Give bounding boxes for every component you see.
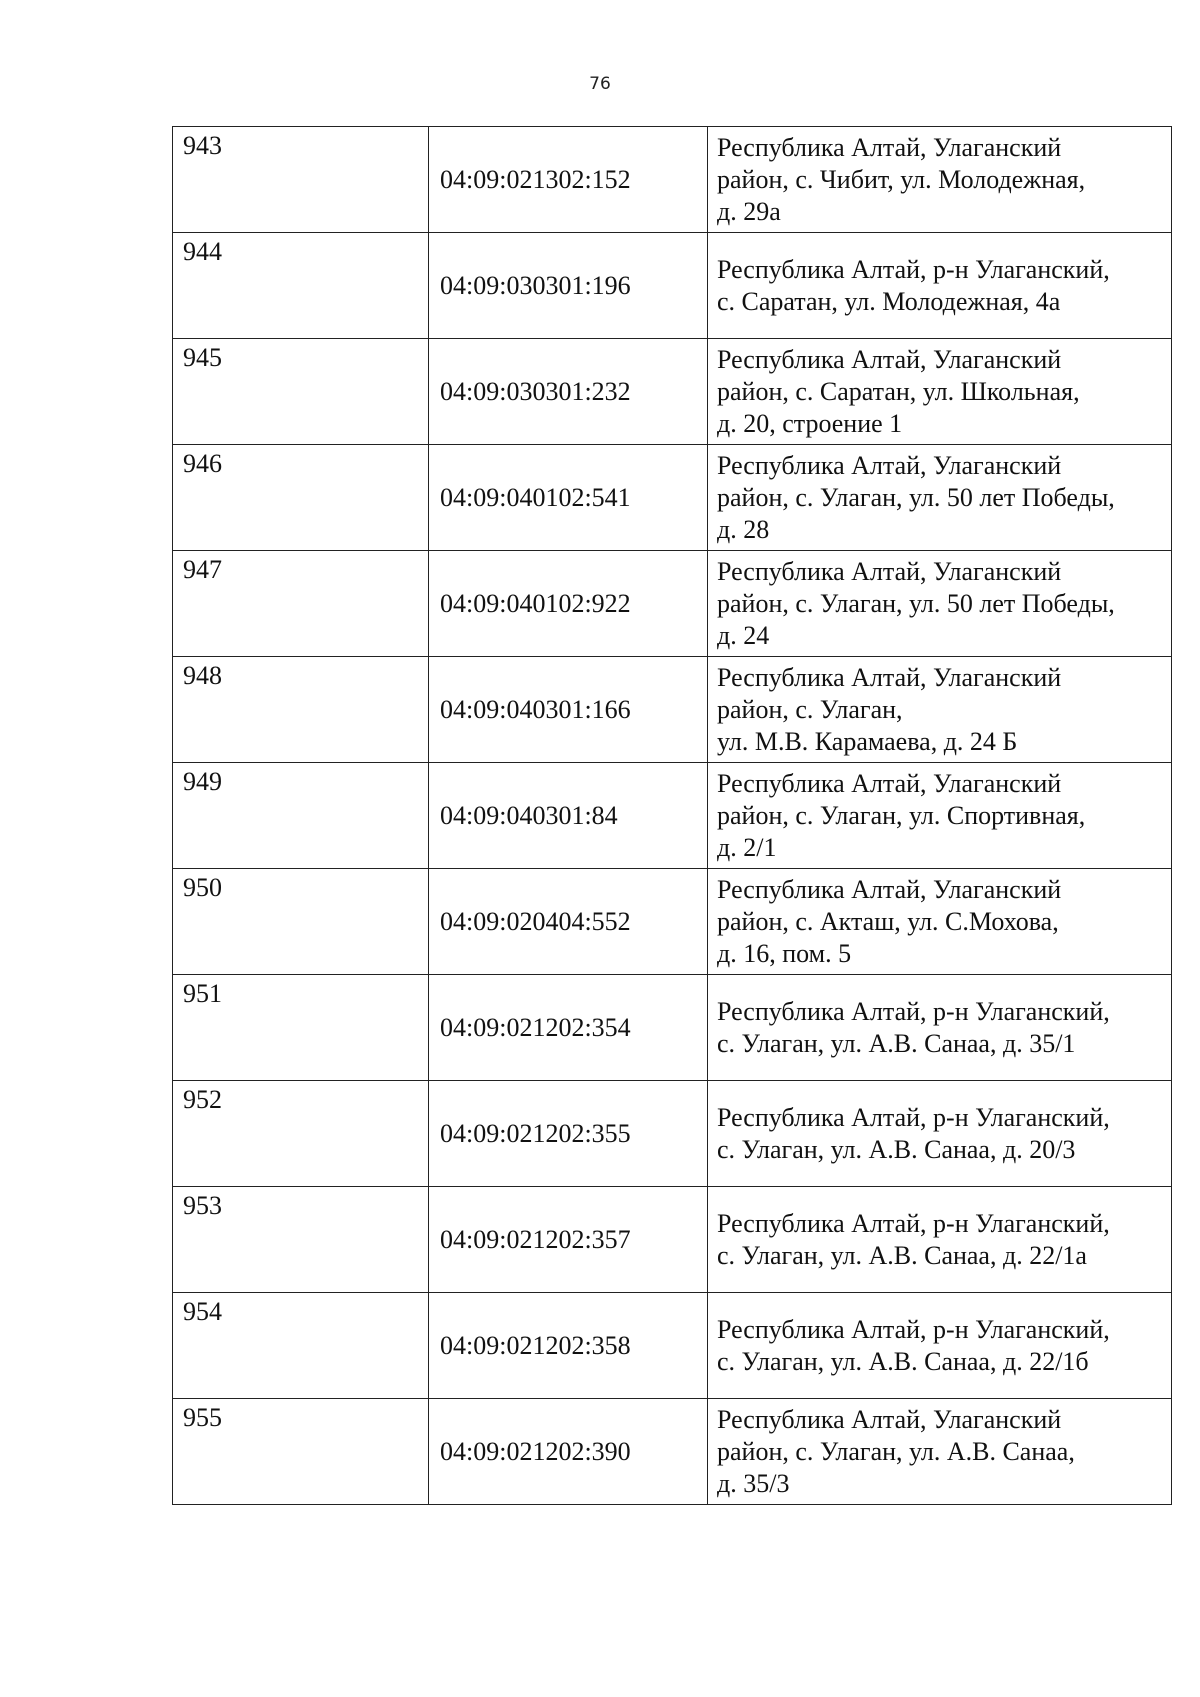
- cadastral-number: 04:09:021202:355: [429, 1081, 708, 1187]
- cadastral-number: 04:09:030301:196: [429, 233, 708, 339]
- table-row: [173, 233, 1172, 339]
- address-line: Республика Алтай, Улаганский: [717, 1404, 1062, 1434]
- address-line: район, с. Акташ, ул. С.Мохова,: [717, 906, 1059, 936]
- address-line: с. Улаган, ул. А.В. Санаа, д. 22/1а: [717, 1240, 1087, 1270]
- address-cell: [708, 445, 1172, 551]
- row-number: 945: [173, 339, 429, 445]
- cadastral-number: 04:09:040301:84: [429, 763, 708, 869]
- cadastral-number: 04:09:040301:166: [429, 657, 708, 763]
- address-line: район, с. Саратан, ул. Школьная,: [717, 376, 1080, 406]
- address-line: Республика Алтай, р-н Улаганский,: [717, 996, 1110, 1026]
- address-cell: [708, 975, 1172, 1081]
- address-cell: [708, 1081, 1172, 1187]
- row-number: 950: [173, 869, 429, 975]
- address-line: д. 28: [717, 514, 770, 544]
- address-line: район, с. Улаган, ул. 50 лет Победы,: [717, 482, 1115, 512]
- address-cell: [708, 339, 1172, 445]
- address-line: Республика Алтай, Улаганский: [717, 662, 1062, 692]
- address-line: район, с. Улаган,: [717, 694, 903, 724]
- address-line: район, с. Улаган, ул. А.В. Санаа,: [717, 1436, 1075, 1466]
- cadastral-number: 04:09:040102:922: [429, 551, 708, 657]
- address-line: район, с. Улаган, ул. Спортивная,: [717, 800, 1086, 830]
- cadastral-number: 04:09:020404:552: [429, 869, 708, 975]
- address-line: с. Саратан, ул. Молодежная, 4а: [717, 286, 1061, 316]
- table-row: [173, 1293, 1172, 1399]
- address-line: с. Улаган, ул. А.В. Санаа, д. 22/1б: [717, 1346, 1089, 1376]
- address-cell: [708, 551, 1172, 657]
- row-number: 948: [173, 657, 429, 763]
- address-line: д. 35/3: [717, 1468, 790, 1498]
- cadastral-number: 04:09:021202:357: [429, 1187, 708, 1293]
- table-row: [173, 551, 1172, 657]
- row-number: 951: [173, 975, 429, 1081]
- address-line: Республика Алтай, р-н Улаганский,: [717, 1208, 1110, 1238]
- table-body: [173, 127, 1172, 1505]
- address-line: с. Улаган, ул. А.В. Санаа, д. 20/3: [717, 1134, 1076, 1164]
- cadastral-number: 04:09:030301:232: [429, 339, 708, 445]
- address-cell: [708, 657, 1172, 763]
- address-line: д. 20, строение 1: [717, 408, 903, 438]
- cadastral-number: 04:09:021302:152: [429, 127, 708, 233]
- address-line: Республика Алтай, р-н Улаганский,: [717, 254, 1110, 284]
- page-number: 76: [589, 74, 611, 94]
- table-row: [173, 869, 1172, 975]
- address-line: д. 24: [717, 620, 770, 650]
- address-line: Республика Алтай, Улаганский: [717, 450, 1062, 480]
- address-line: ул. М.В. Карамаева, д. 24 Б: [717, 726, 1018, 756]
- row-number: 954: [173, 1293, 429, 1399]
- table-row: [173, 975, 1172, 1081]
- cadastral-number: 04:09:021202:354: [429, 975, 708, 1081]
- table-row: [173, 339, 1172, 445]
- address-line: д. 16, пом. 5: [717, 938, 852, 968]
- address-line: район, с. Чибит, ул. Молодежная,: [717, 164, 1086, 194]
- address-line: район, с. Улаган, ул. 50 лет Победы,: [717, 588, 1115, 618]
- address-line: Республика Алтай, Улаганский: [717, 344, 1062, 374]
- address-cell: [708, 869, 1172, 975]
- row-number: 946: [173, 445, 429, 551]
- address-line: с. Улаган, ул. А.В. Санаа, д. 35/1: [717, 1028, 1076, 1058]
- address-cell: [708, 763, 1172, 869]
- address-line: д. 29а: [717, 196, 781, 226]
- cadastral-number: 04:09:021202:390: [429, 1399, 708, 1505]
- address-line: Республика Алтай, Улаганский: [717, 768, 1062, 798]
- address-line: Республика Алтай, Улаганский: [717, 132, 1062, 162]
- table-row: [173, 763, 1172, 869]
- row-number: 947: [173, 551, 429, 657]
- table-row: [173, 445, 1172, 551]
- row-number: 955: [173, 1399, 429, 1505]
- address-line: Республика Алтай, р-н Улаганский,: [717, 1314, 1110, 1344]
- row-number: 952: [173, 1081, 429, 1187]
- cadastral-number: 04:09:040102:541: [429, 445, 708, 551]
- row-number: 953: [173, 1187, 429, 1293]
- address-line: д. 2/1: [717, 832, 777, 862]
- address-line: Республика Алтай, Улаганский: [717, 874, 1062, 904]
- row-number: 944: [173, 233, 429, 339]
- cadastral-number: 04:09:021202:358: [429, 1293, 708, 1399]
- address-line: Республика Алтай, р-н Улаганский,: [717, 1102, 1110, 1132]
- address-cell: [708, 233, 1172, 339]
- table-row: [173, 127, 1172, 233]
- address-cell: [708, 1293, 1172, 1399]
- table-row: [173, 657, 1172, 763]
- table-row: [173, 1399, 1172, 1505]
- row-number: 949: [173, 763, 429, 869]
- address-line: Республика Алтай, Улаганский: [717, 556, 1062, 586]
- row-number: 943: [173, 127, 429, 233]
- table-row: [173, 1081, 1172, 1187]
- address-cell: [708, 1187, 1172, 1293]
- table-row: [173, 1187, 1172, 1293]
- property-registry-table: [172, 126, 1172, 1505]
- address-cell: [708, 127, 1172, 233]
- address-cell: [708, 1399, 1172, 1505]
